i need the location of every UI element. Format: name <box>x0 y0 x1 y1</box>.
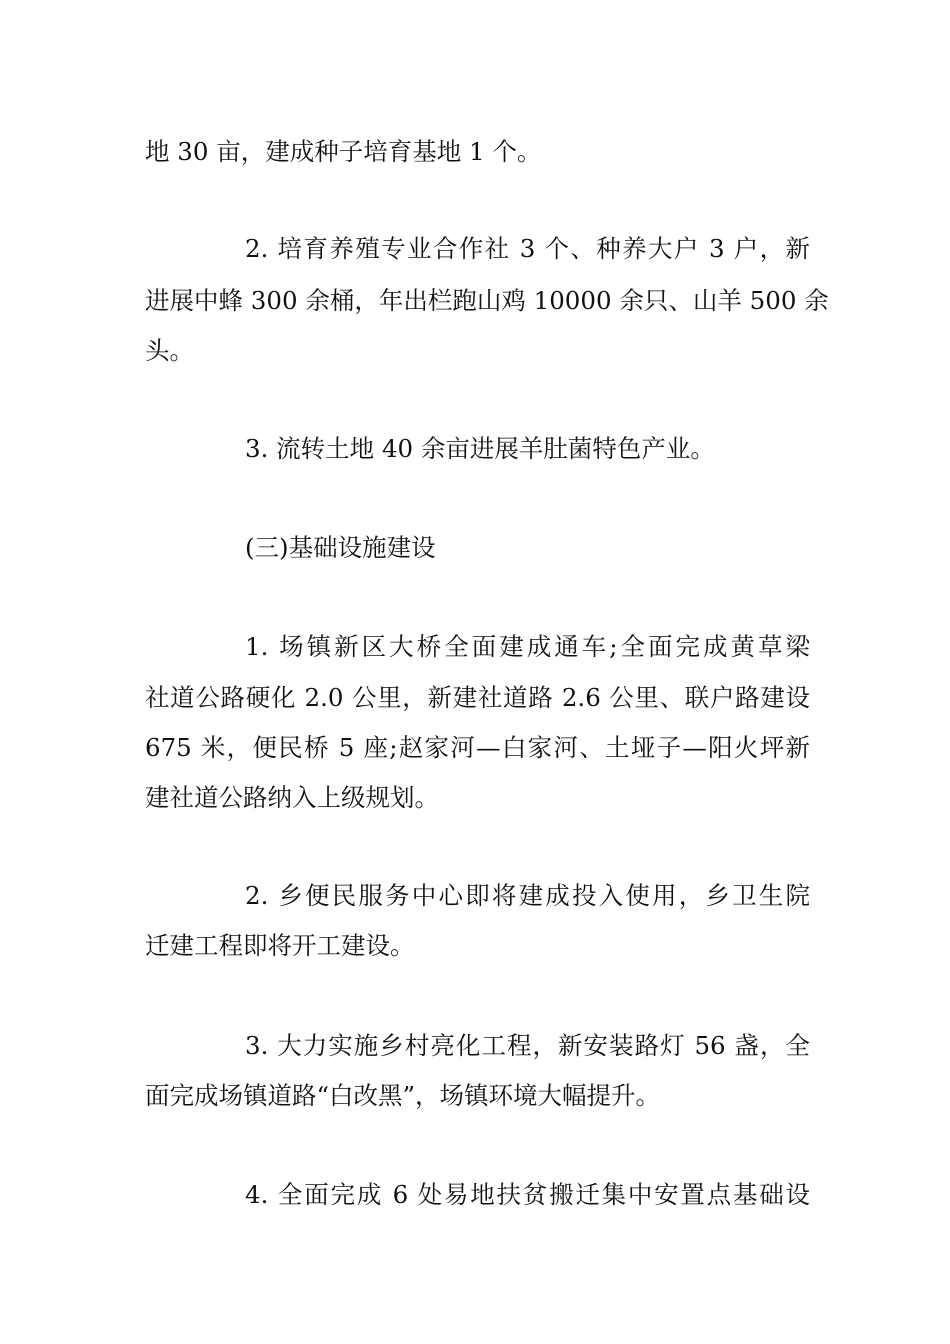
paragraph-line: 1. 场镇新区大桥全面建成通车;全面完成黄草梁 <box>245 632 810 661</box>
paragraph-line: 2. 培育养殖专业合作社 3 个、种养大户 3 户，新 <box>245 234 810 263</box>
paragraph-line: 进展中蜂 300 余桶，年出栏跑山鸡 10000 余只、山羊 500 余 <box>145 286 829 315</box>
paragraph-line: 2. 乡便民服务中心即将建成投入使用，乡卫生院 <box>245 881 810 910</box>
paragraph-line: 4. 全面完成 6 处易地扶贫搬迁集中安置点基础设 <box>245 1180 810 1209</box>
paragraph-line: 3. 流转土地 40 余亩进展羊肚菌特色产业。 <box>245 434 715 463</box>
paragraph-line: 社道公路硬化 2.0 公里，新建社道路 2.6 公里、联户路建设 <box>145 683 810 712</box>
paragraph-line: 地 30 亩，建成种子培育基地 1 个。 <box>145 137 542 166</box>
paragraph-line: 面完成场镇道路“白改黑”，场镇环境大幅提升。 <box>145 1081 661 1110</box>
paragraph-line: 建社道公路纳入上级规划。 <box>145 783 439 812</box>
paragraph-line: 675 米，便民桥 5 座;赵家河—白家河、土垭子—阳火坪新 <box>145 733 810 762</box>
section-heading: (三)基础设施建设 <box>245 533 436 562</box>
paragraph-line: 迁建工程即将开工建设。 <box>145 931 415 960</box>
paragraph-line: 头。 <box>145 336 194 365</box>
paragraph-line: 3. 大力实施乡村亮化工程，新安装路灯 56 盏，全 <box>245 1031 810 1060</box>
